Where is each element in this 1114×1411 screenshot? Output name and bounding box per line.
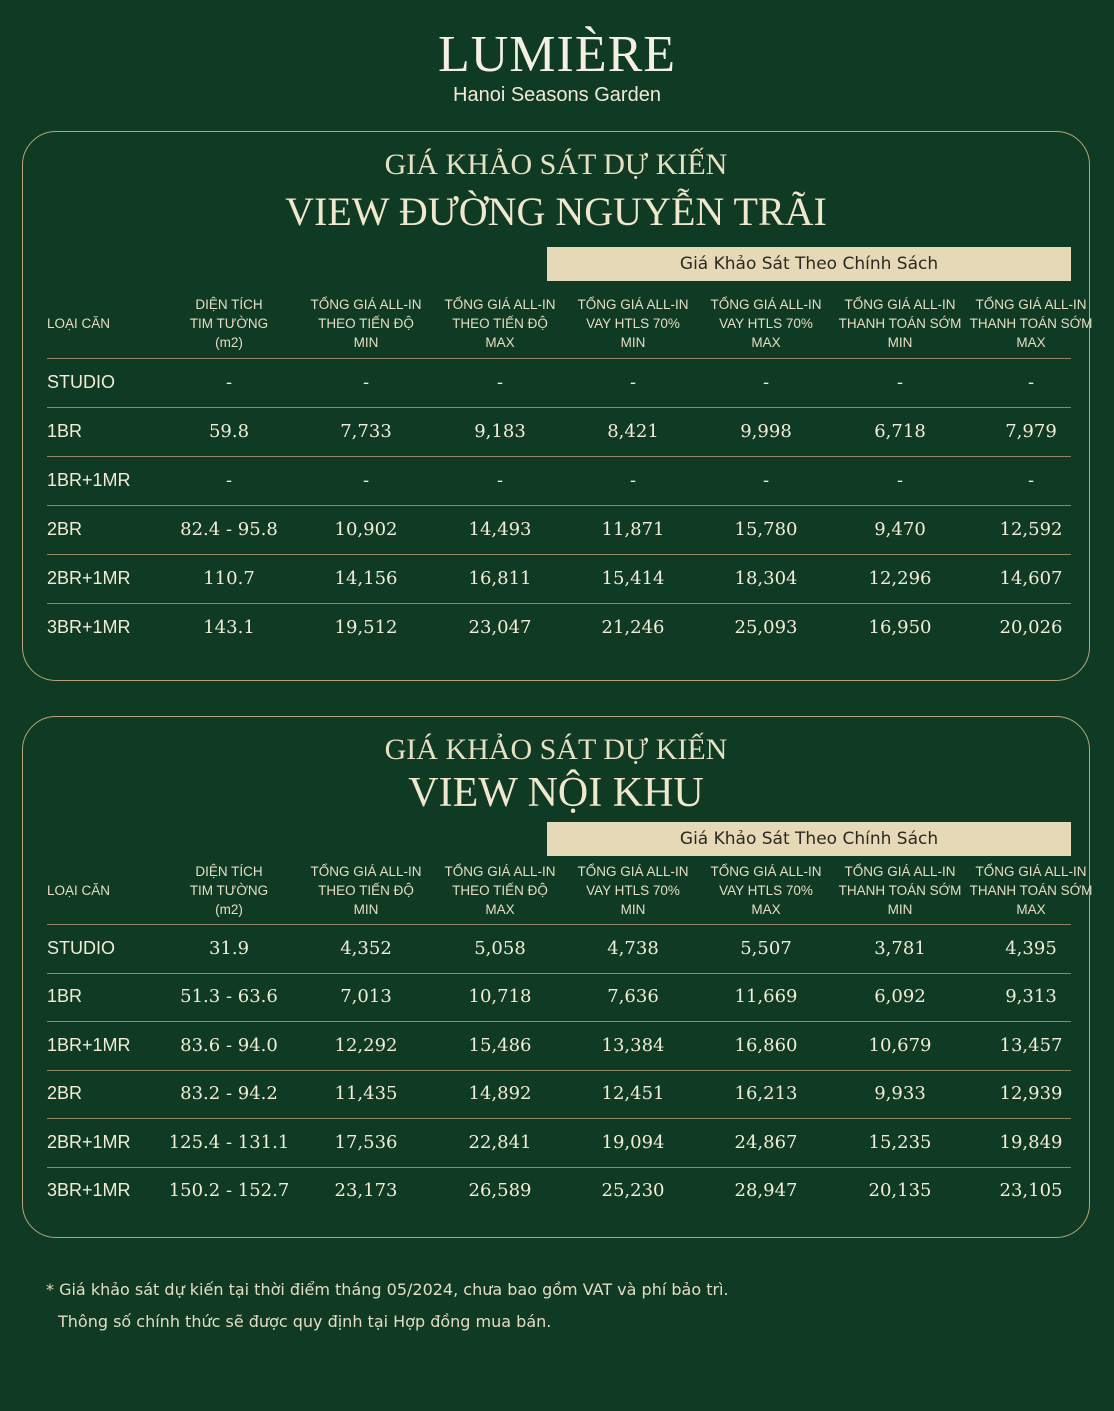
column-header: TỔNG GIÁ ALL-IN THANH TOÁN SỚM MIN — [838, 863, 962, 917]
price-cell: - — [225, 372, 233, 393]
column-header: LOẠI CĂN — [47, 882, 111, 898]
price-cell: 12,592 — [999, 519, 1063, 540]
price-cell: 11,435 — [334, 1083, 398, 1105]
column-header: TỔNG GIÁ ALL-IN THANH TOÁN SỚM MAX — [969, 296, 1093, 350]
price-cell: - — [629, 372, 637, 393]
price-cell: 143.1 — [203, 617, 255, 638]
price-cell: 5,507 — [740, 937, 792, 959]
unit-type-cell: 2BR+1MR — [47, 1131, 131, 1152]
column-header: TỔNG GIÁ ALL-IN VAY HTLS 70% MAX — [710, 296, 822, 350]
price-cell: 12,292 — [334, 1034, 398, 1056]
price-cell: - — [762, 372, 770, 393]
unit-type-cell: 2BR — [47, 1083, 83, 1104]
price-cell: 125.4 - 131.1 — [168, 1131, 290, 1153]
unit-type-cell: STUDIO — [47, 937, 116, 958]
price-cell: 25,093 — [734, 617, 798, 638]
price-cell: 23,173 — [334, 1180, 398, 1202]
price-cell: - — [896, 470, 904, 491]
price-cell: 22,841 — [468, 1131, 532, 1153]
panel-title-main: VIEW NỘI KHU — [408, 770, 704, 816]
unit-type-cell: 3BR+1MR — [47, 1180, 131, 1201]
table-row — [47, 407, 1071, 457]
price-cell: 13,384 — [601, 1034, 665, 1056]
table-row — [47, 603, 1071, 652]
panel-title-top: GIÁ KHẢO SÁT DỰ KIẾN — [384, 148, 728, 181]
table-header — [47, 288, 1093, 359]
price-cell: 8,421 — [607, 421, 659, 442]
price-cell: 18,304 — [734, 568, 798, 589]
panel-title-main: VIEW ĐƯỜNG NGUYỄN TRÃI — [285, 189, 827, 234]
price-panel-nguyen-trai — [22, 131, 1093, 681]
unit-type-cell: 2BR — [47, 519, 83, 539]
unit-type-cell: 1BR+1MR — [47, 1034, 131, 1055]
price-cell: 110.7 — [203, 568, 255, 589]
column-header: TỔNG GIÁ ALL-IN THEO TIẾN ĐỘ MIN — [310, 296, 422, 350]
price-cell: 11,871 — [601, 519, 665, 540]
price-cell: - — [762, 470, 770, 491]
unit-type-cell: 2BR+1MR — [47, 568, 131, 588]
column-header: TỔNG GIÁ ALL-IN THANH TOÁN SỚM MAX — [969, 863, 1093, 917]
price-cell: 7,636 — [607, 986, 659, 1008]
table-row — [47, 1167, 1071, 1216]
brand-logo — [0, 26, 1114, 106]
price-cell: 19,512 — [334, 617, 398, 638]
price-cell: 83.2 - 94.2 — [180, 1083, 278, 1105]
price-cell: 51.3 - 63.6 — [180, 986, 278, 1008]
price-cell: 26,589 — [468, 1180, 532, 1202]
price-cell: 12,451 — [601, 1083, 665, 1105]
table-row — [47, 1021, 1071, 1071]
price-cell: 15,414 — [601, 568, 665, 589]
price-cell: 4,738 — [607, 937, 659, 959]
price-cell: 9,183 — [474, 421, 526, 442]
table-row — [47, 358, 1071, 408]
price-cell: 9,933 — [874, 1083, 926, 1105]
table-row — [47, 924, 1071, 974]
price-cell: 7,979 — [1005, 421, 1057, 442]
price-cell: 14,493 — [468, 519, 532, 540]
price-cell: 15,235 — [868, 1131, 932, 1153]
table-header — [47, 856, 1093, 925]
price-cell: - — [896, 372, 904, 393]
price-cell: 16,213 — [734, 1083, 798, 1105]
price-cell: 16,950 — [868, 617, 932, 638]
price-cell: - — [496, 470, 504, 491]
price-cell: 150.2 - 152.7 — [168, 1180, 290, 1202]
column-header: TỔNG GIÁ ALL-IN THEO TIẾN ĐỘ MAX — [444, 863, 556, 917]
column-header: DIỆN TÍCH TIM TƯỜNG (m2) — [189, 863, 269, 917]
price-cell: - — [1027, 470, 1035, 491]
price-cell: 59.8 — [208, 421, 250, 442]
price-cell: 20,135 — [868, 1180, 932, 1202]
unit-type-cell: STUDIO — [47, 372, 116, 392]
column-header: DIỆN TÍCH TIM TƯỜNG (m2) — [189, 296, 269, 350]
unit-type-cell: 1BR — [47, 421, 83, 441]
table-row — [47, 554, 1071, 604]
policy-header-band: Giá Khảo Sát Theo Chính Sách — [547, 822, 1071, 856]
price-cell: - — [225, 470, 233, 491]
price-cell: 20,026 — [999, 617, 1063, 638]
price-cell: 14,607 — [999, 568, 1063, 589]
price-cell: 28,947 — [734, 1180, 798, 1202]
column-header: TỔNG GIÁ ALL-IN VAY HTLS 70% MIN — [577, 296, 689, 350]
footnote-line-1: * Giá khảo sát dự kiến tại thời điểm tháng 05/2024, chưa bao gồm VAT và phí bảo trì. — [46, 1280, 729, 1299]
brand-subtitle: Hanoi Seasons Garden — [453, 84, 661, 106]
footnote-line-2: Thông số chính thức sẽ được quy định tại Hợp đồng mua bán. — [58, 1312, 552, 1331]
price-cell: 12,296 — [868, 568, 932, 589]
price-cell: 16,811 — [468, 568, 532, 589]
price-cell: 31.9 — [208, 937, 250, 959]
table-row — [47, 1070, 1071, 1120]
price-cell: 7,013 — [340, 986, 392, 1008]
price-cell: 17,536 — [334, 1131, 398, 1153]
price-cell: 4,352 — [340, 937, 392, 959]
price-cell: 13,457 — [999, 1034, 1063, 1056]
column-header: TỔNG GIÁ ALL-IN THANH TOÁN SỚM MIN — [838, 296, 962, 350]
column-header: TỔNG GIÁ ALL-IN THEO TIẾN ĐỘ MAX — [444, 296, 556, 350]
policy-header-band: Giá Khảo Sát Theo Chính Sách — [547, 247, 1071, 281]
price-cell: 7,733 — [340, 421, 392, 442]
price-cell: 23,105 — [999, 1180, 1063, 1202]
table-row — [47, 1118, 1071, 1168]
price-panel-noi-khu — [22, 716, 1093, 1238]
panel-title-top: GIÁ KHẢO SÁT DỰ KIẾN — [384, 733, 728, 766]
price-cell: 11,669 — [734, 986, 798, 1008]
price-cell: 83.6 - 94.0 — [180, 1034, 278, 1056]
column-header: TỔNG GIÁ ALL-IN VAY HTLS 70% MAX — [710, 863, 822, 917]
price-cell: 4,395 — [1005, 937, 1057, 959]
price-cell: 82.4 - 95.8 — [180, 519, 278, 540]
price-cell: 10,718 — [468, 986, 532, 1008]
price-cell: 12,939 — [999, 1083, 1063, 1105]
price-cell: 6,092 — [874, 986, 926, 1008]
price-cell: 5,058 — [474, 937, 526, 959]
price-cell: 15,486 — [468, 1034, 532, 1056]
unit-type-cell: 3BR+1MR — [47, 617, 131, 637]
price-cell: 3,781 — [874, 937, 926, 959]
column-header: LOẠI CĂN — [47, 315, 111, 331]
price-cell: 19,849 — [999, 1131, 1063, 1153]
table-row — [47, 973, 1071, 1023]
price-cell: 25,230 — [601, 1180, 665, 1202]
price-cell: 15,780 — [734, 519, 798, 540]
price-cell: 14,892 — [468, 1083, 532, 1105]
brand-name: LUMIÈRE — [437, 26, 677, 83]
price-cell: 10,679 — [868, 1034, 932, 1056]
price-cell: 10,902 — [334, 519, 398, 540]
price-cell: 9,470 — [874, 519, 926, 540]
price-cell: - — [496, 372, 504, 393]
price-cell: 9,998 — [740, 421, 792, 442]
price-cell: 23,047 — [468, 617, 532, 638]
table-row — [47, 456, 1071, 506]
price-cell: 16,860 — [734, 1034, 798, 1056]
table-row — [47, 505, 1071, 555]
price-cell: 9,313 — [1005, 986, 1057, 1008]
price-cell: - — [362, 372, 370, 393]
unit-type-cell: 1BR+1MR — [47, 470, 131, 490]
unit-type-cell: 1BR — [47, 986, 83, 1007]
price-cell: 21,246 — [601, 617, 665, 638]
price-cell: - — [1027, 372, 1035, 393]
price-cell: 24,867 — [734, 1131, 798, 1153]
price-cell: 14,156 — [334, 568, 398, 589]
price-cell: 19,094 — [601, 1131, 665, 1153]
price-cell: 6,718 — [874, 421, 926, 442]
column-header: TỔNG GIÁ ALL-IN THEO TIẾN ĐỘ MIN — [310, 863, 422, 917]
price-cell: - — [629, 470, 637, 491]
price-cell: - — [362, 470, 370, 491]
column-header: TỔNG GIÁ ALL-IN VAY HTLS 70% MIN — [577, 863, 689, 917]
